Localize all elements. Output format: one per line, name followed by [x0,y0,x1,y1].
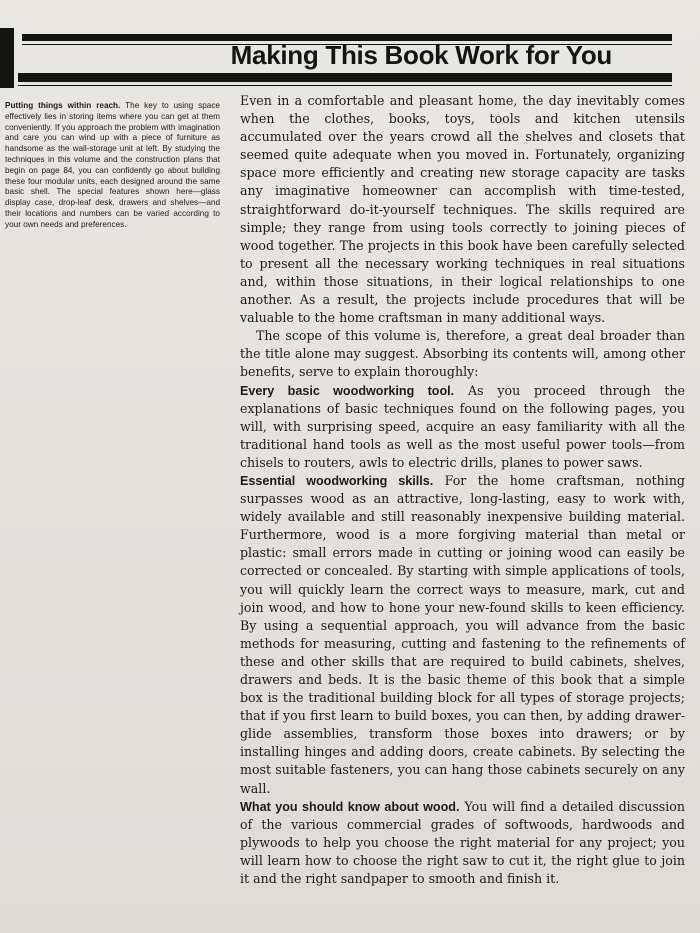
section-tools [240,382,685,472]
section-wood-text: You will find a detailed discussion of the various commercial grades of softwoods, hardwoods and plywoods to help you choose the right material for any project; you will learn how to choose the right saw to cut it, the right glue to join it and the right sandpaper to smooth and finish it. [240,798,685,887]
section-skills [240,472,685,798]
section-skills-text: For the home craftsman, nothing surpasses wood as an attractive, long-lasting, easy to work with, widely available and still reasonably inexpensive building material. Furthermore, wood is a more forgiving material than metal or plastic: small errors made in cutting or joining wood can easily be corrected or concealed. By starting with simple applications of tools, you will quickly learn the correct ways to measure, mark, cut and join wood, and how to hone your new-found skills to keen efficiency. By using a sequential approach, you will advance from the basic methods for measuring, cutting and fastening to the refinements of these and other skills that are required to build cabinets, shelves, drawers and beds. It is the basic theme of this book that a simple box is the traditional building block for all types of storage projects; that if you first learn to build boxes, you can then, by adding drawer-glide assemblies, transform those boxes into drawers; or by installing hinges and adding doors, create cabinets. By selecting the most suitable fasteners, you can hang those cabinets securely on any wall. [240,472,685,796]
header-rule-bottom-thin [18,85,672,86]
section-wood-lead: What you should know about wood. [240,799,460,814]
page-title: Making This Book Work for You [230,40,612,70]
body-text [240,92,685,888]
section-skills-lead: Essential woodworking skills. [240,473,434,488]
caption-lead: Putting things within reach. [5,101,121,110]
caption-text: The key to using space effectively lies in storing items where you can get at them conveniently. If you approach the problem with imagination and care you can wind up with a piece of furniture as handsome as the wall-storage unit at left. By studying the techniques in this volume and the construction plans that begin on page 84, you can confidently go about building these four modular units, each designed around the same basic shell. The special features shown here—glass display case, drop-leaf desk, drawers and shelves—and their locations and numbers can be varied according to your own needs and preferences. [5,101,220,229]
chapter-number-bar [0,28,14,88]
sidebar-caption [5,101,220,231]
intro-paragraph: Even in a comfortable and pleasant home, the day inevitably comes when the clothes, books, toys, tools and kitchen utensils accumulated over the years crowd all the shelves and closets that seemed quite adequate when you moved in. Fortunately, organizing space more efficiently and creating new storage capacity are tasks any imaginative homeowner can accomplish with time-tested, straightforward do-it-yourself techniques. The skills required are simple; they range from using tools correctly to joining pieces of wood together. The projects in this book have been carefully selected to present all the necessary working techniques in real situations and, within those situations, in their logical relationships to one another. As a result, the projects include procedures that will be valuable to the home craftsman in many additional ways. [240,93,685,326]
section-wood [240,798,685,888]
section-tools-text: As you proceed through the explanations of basic techniques found on the following pages, you will, with surprising speed, acquire an easy familiarity with all the traditional hand tools as well as the most useful power tools—from chisels to routers, awls to electric drills, planes to power saws. [240,382,685,470]
section-tools-lead: Every basic woodworking tool. [240,383,455,398]
scope-paragraph: The scope of this volume is, therefore, a great deal broader than the title alone may suggest. Absorbing its contents will, among other benefits, serve to explain thoroughly: [240,328,685,380]
header-rule-bottom [18,73,672,82]
